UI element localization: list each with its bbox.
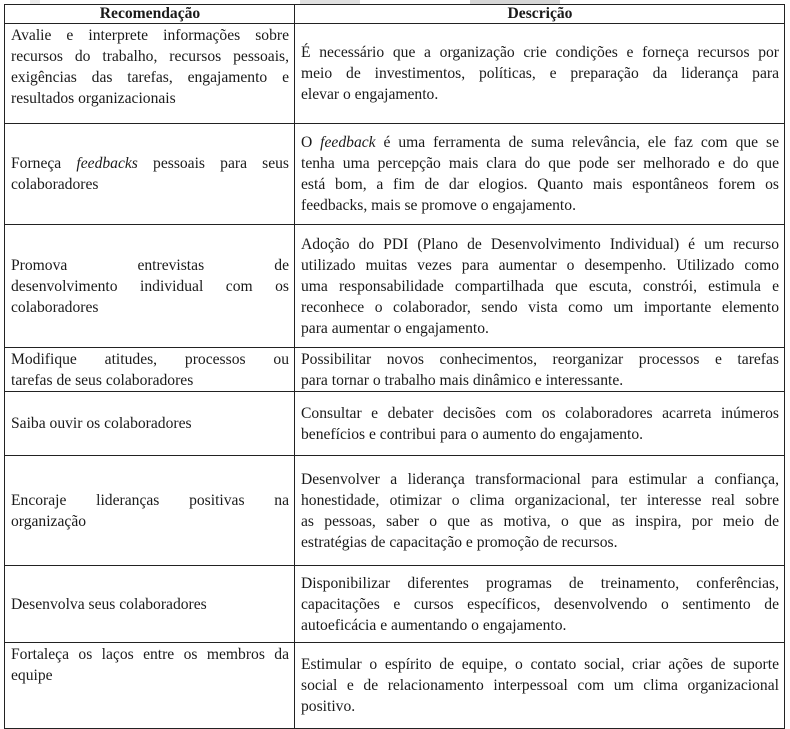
description-cell: [295, 456, 785, 566]
cell-line: É necessário que a organização crie condições e forneça recursos por: [301, 44, 779, 61]
text-run: é uma ferramenta de suma relevância, ele faz com que se: [375, 134, 779, 151]
cell-line: reconhece o colaborador, sendo vista como um importante elemento: [301, 298, 779, 316]
table-row: [5, 124, 785, 225]
cell-line: Desenvolva seus colaboradores: [11, 595, 207, 613]
cell-line: [11, 153, 289, 174]
cell-line: as pessoas, saber o que as motiva, o que as inspira, por meio de: [301, 512, 779, 530]
cell-line: social e de relacionamento interpessoal com um clima organizacional: [301, 677, 779, 694]
description-cell: [295, 225, 785, 348]
recommendation-cell: [5, 392, 295, 456]
cell-line: resultados organizacionais: [11, 90, 176, 107]
cell-line: uma responsabilidade compartilhada que escuta, constrói, estimula e: [301, 277, 779, 295]
cell-line: desenvolvimento individual com os: [11, 277, 289, 295]
cell-line: feedbacks, mais se promove o engajamento.: [301, 197, 576, 214]
cell-line: Consultar e debater decisões com os colaboradores acarreta inúmeros: [301, 404, 779, 422]
cell-line: Desenvolver a liderança transformacional para estimular a confiança,: [301, 470, 779, 488]
cell-line: capacitações e cursos específicos, desenvolvendo o sentimento de: [301, 595, 779, 613]
cell-line: tenha uma percepção mais clara do que pode ser melhorado e do que: [301, 155, 779, 172]
italic-term: feedbacks: [76, 155, 138, 172]
cell-line: autoeficácia e aumentando o engajamento.: [301, 616, 567, 634]
description-cell: [295, 392, 785, 456]
header-recommendation: Recomendação: [5, 5, 295, 24]
cell-line: positivo.: [301, 698, 356, 715]
description-cell: [295, 643, 785, 729]
recommendation-cell: [5, 456, 295, 566]
cell-line: elevar o engajamento.: [301, 86, 439, 103]
italic-term: feedback: [320, 134, 376, 151]
cell-line: honestidade, otimizar o clima organizacional, ter interesse real sobre: [301, 491, 779, 509]
recommendation-cell: [5, 124, 295, 225]
table-row: [5, 348, 785, 392]
cell-line: Encoraje lideranças positivas na: [11, 491, 289, 509]
cell-line: Saiba ouvir os colaboradores: [11, 415, 192, 432]
cell-line: Promova entrevistas de: [11, 256, 289, 274]
table-row: [5, 24, 785, 124]
recommendation-cell: [5, 348, 295, 392]
table-row: [5, 456, 785, 566]
header-description: Descrição: [295, 5, 785, 24]
cell-line: Fortaleça os laços entre os membros da: [11, 646, 289, 663]
recommendation-cell: [5, 24, 295, 124]
cell-line: equipe: [11, 667, 53, 684]
cell-line: Modifique atitudes, processos ou: [11, 351, 289, 368]
recommendation-cell: [5, 643, 295, 729]
cell-line: Possibilitar novos conhecimentos, reorganizar processos e tarefas: [301, 350, 779, 368]
table-row: [5, 225, 785, 348]
cell-line: está bom, a fim de dar elogios. Quanto mais espontâneos forem os: [301, 176, 779, 193]
recommendations-table: [4, 4, 785, 729]
description-cell: [295, 24, 785, 124]
cell-line: para aumentar o engajamento.: [301, 319, 489, 337]
table-row: [5, 392, 785, 456]
cell-line: para tornar o trabalho mais dinâmico e interessante.: [301, 371, 624, 389]
cell-line: meio de investimentos, políticas, e preparação da liderança para: [301, 65, 779, 82]
cell-line: organização: [11, 512, 87, 530]
cell-line: colaboradores: [11, 176, 99, 193]
cell-line: exigências das tarefas, engajamento e: [11, 69, 289, 86]
text-run: pessoais para seus: [137, 155, 290, 172]
text-run: Forneça: [11, 155, 77, 172]
cell-line: Avalie e interprete informações sobre: [11, 27, 289, 44]
cell-line: utilizado muitas vezes para aumentar o desempenho. Utilizado como: [301, 256, 779, 274]
table-header-row: [5, 5, 785, 24]
cell-line: benefícios e contribui para o aumento do engajamento.: [301, 425, 644, 443]
cell-line: tarefas de seus colaboradores: [11, 372, 194, 389]
recommendation-cell: [5, 225, 295, 348]
description-cell: [295, 348, 785, 392]
cell-line: colaboradores: [11, 298, 99, 316]
cell-line: [301, 132, 779, 153]
text-run: O: [301, 134, 321, 151]
cell-line: estratégias de capacitação e promoção de recursos.: [301, 533, 618, 551]
cell-line: recursos do trabalho, recursos pessoais,: [11, 48, 289, 65]
table-row: [5, 566, 785, 643]
cell-line: Estimular o espírito de equipe, o contato social, criar ações de suporte: [301, 656, 779, 673]
description-cell: [295, 566, 785, 643]
cell-line: Disponibilizar diferentes programas de treinamento, conferências,: [301, 574, 779, 592]
table-row: [5, 643, 785, 729]
cell-line: Adoção do PDI (Plano de Desenvolvimento Individual) é um recurso: [301, 235, 779, 253]
description-cell: [295, 124, 785, 225]
recommendation-cell: [5, 566, 295, 643]
